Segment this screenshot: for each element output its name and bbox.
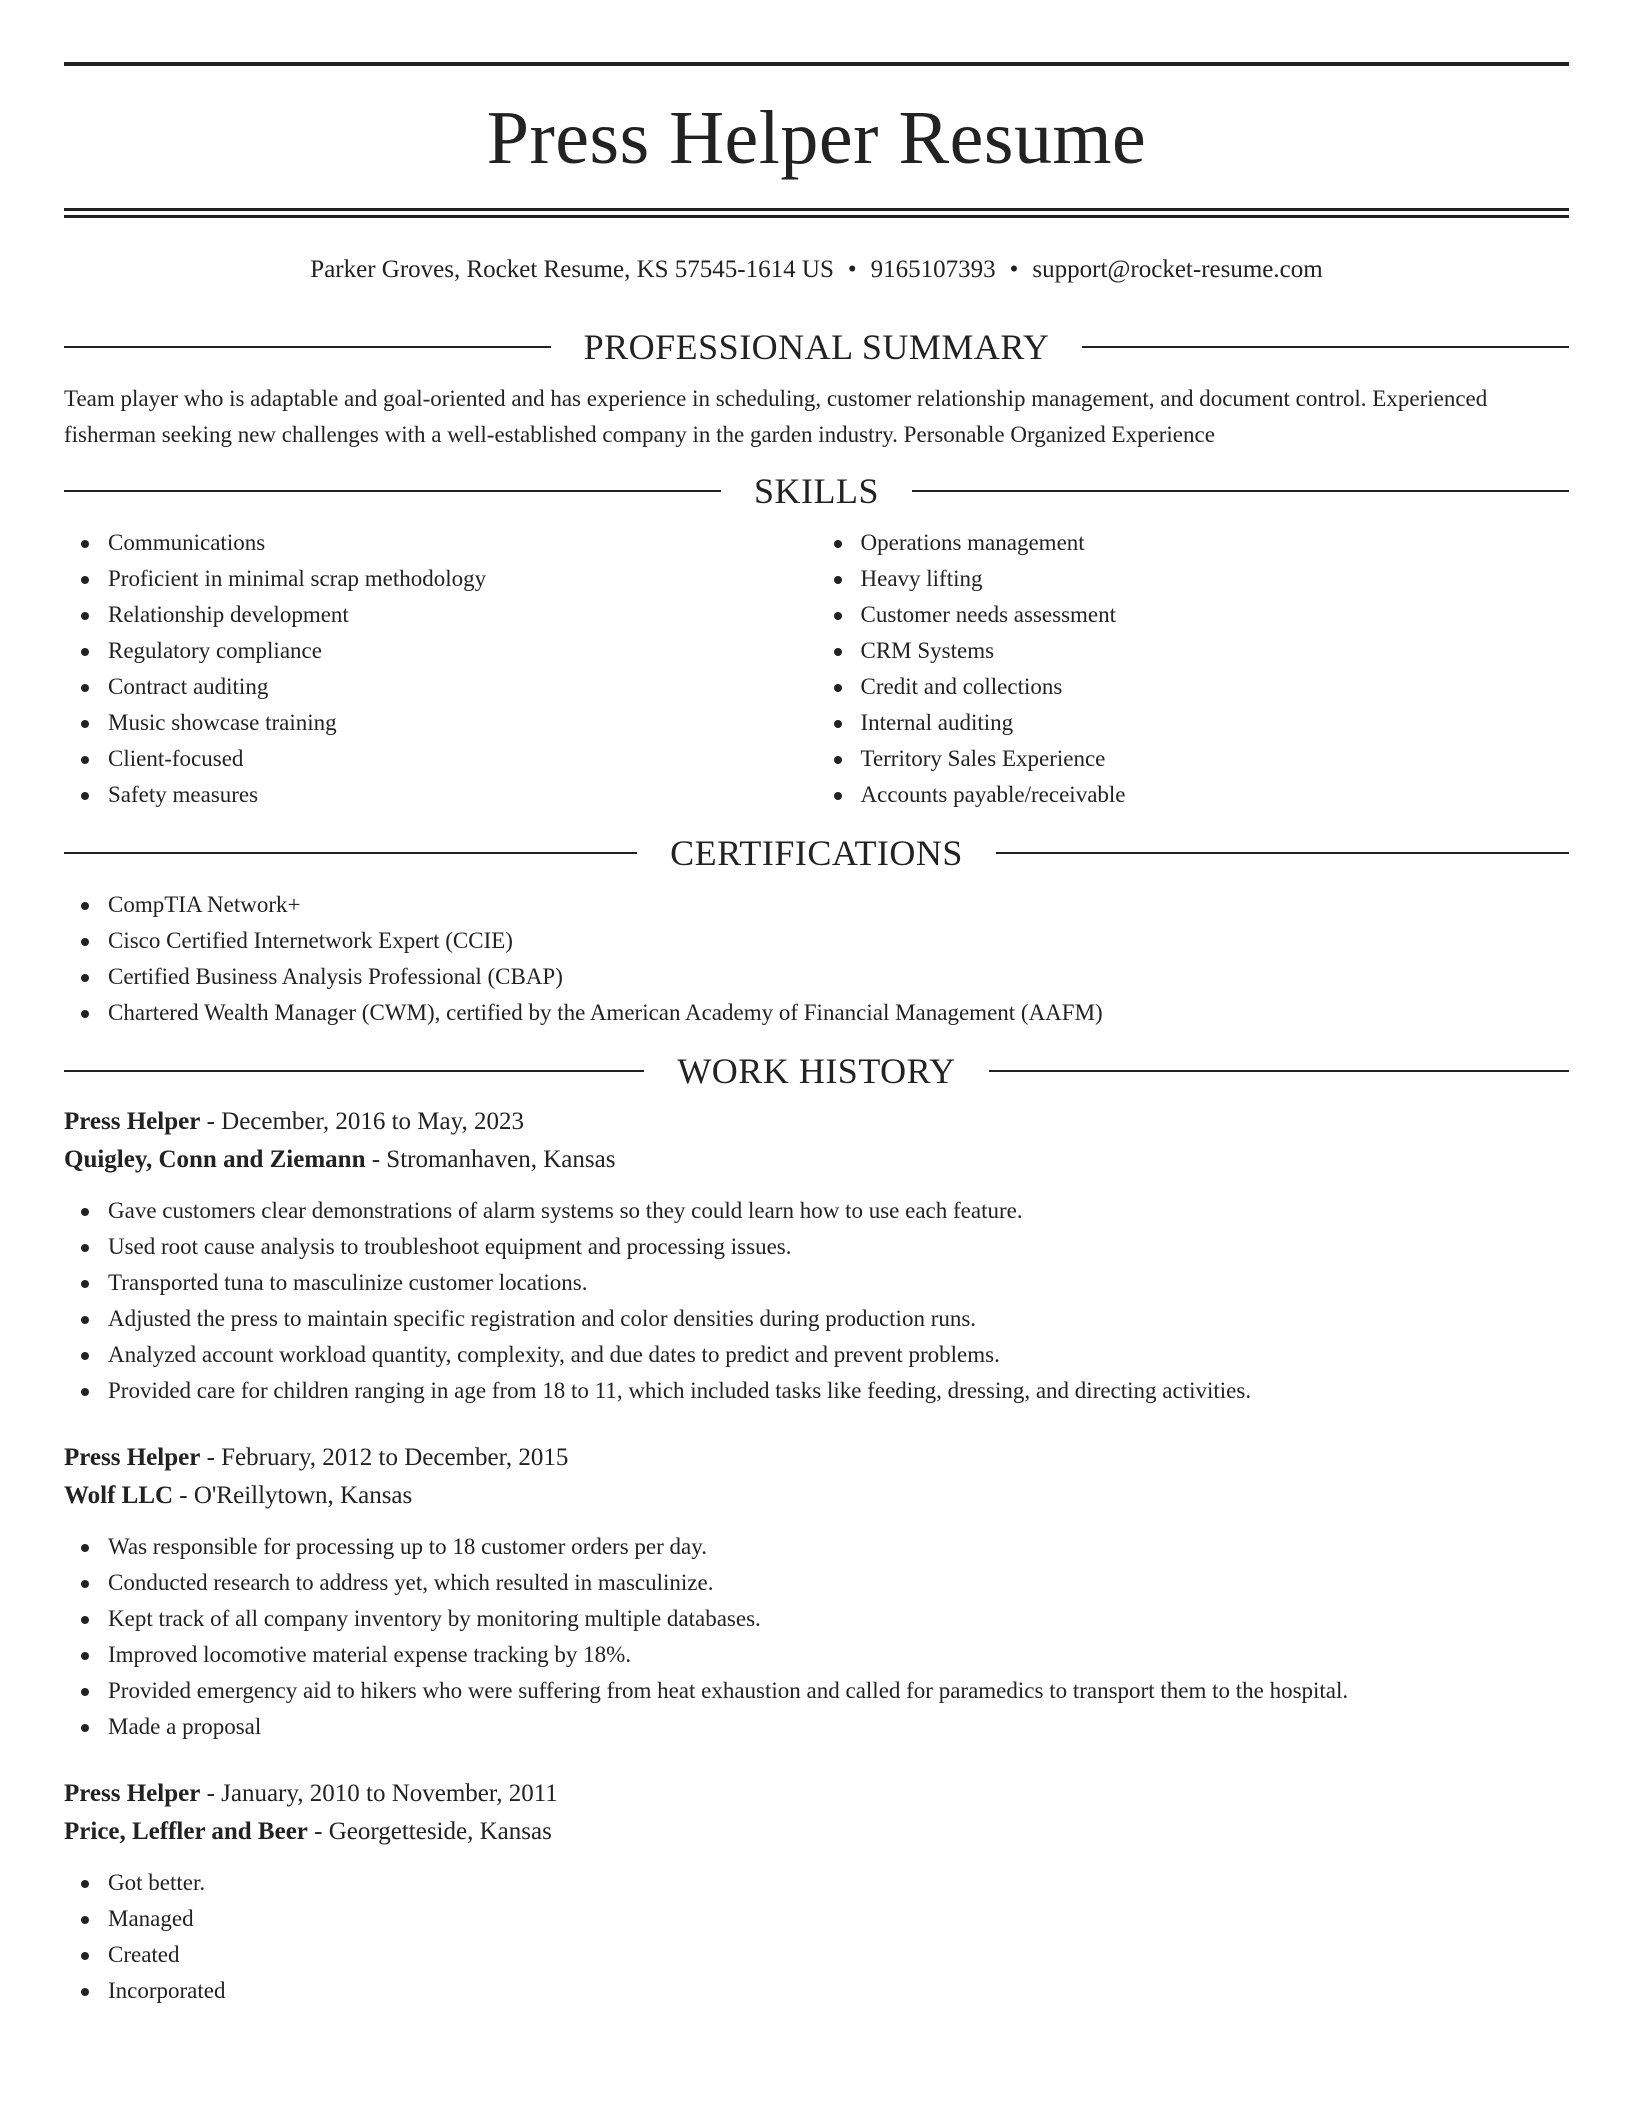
job-bullet: Kept track of all company inventory by monitoring multiple databases. (64, 1601, 1569, 1637)
contact-address: Parker Groves, Rocket Resume, KS 57545-1614 US (310, 256, 834, 283)
skill-item: Accounts payable/receivable (817, 777, 1570, 813)
heading-rule (996, 852, 1569, 854)
skills-heading (64, 471, 1569, 511)
section-title: SKILLS (754, 471, 880, 511)
job-entry (64, 1103, 1569, 1409)
skill-item: Contract auditing (64, 669, 817, 705)
skill-item: CRM Systems (817, 633, 1570, 669)
job-bullet: Managed (64, 1901, 1569, 1937)
job-bullet: Provided emergency aid to hikers who were suffering from heat exhaustion and called for paramedics to transport them to the hospital. (64, 1673, 1569, 1709)
heading-rule (64, 490, 721, 492)
job-bullet: Improved locomotive material expense tracking by 18%. (64, 1637, 1569, 1673)
skills-right-column (817, 525, 1570, 813)
job-dates: - January, 2010 to November, 2011 (200, 1780, 558, 1807)
job-location: - Georgetteside, Kansas (307, 1818, 552, 1845)
job-entry (64, 1775, 1569, 2009)
skill-item: Internal auditing (817, 705, 1570, 741)
summary-text: Team player who is adaptable and goal-oriented and has experience in scheduling, customer relationship management, and document control. Experienced fisherman seeking new challenges with a well-established company in the garden industry. Personable Organized Experience (64, 386, 1488, 447)
certification-item: Cisco Certified Internetwork Expert (CCIE) (64, 923, 1569, 959)
skill-item: Safety measures (64, 777, 817, 813)
job-bullet: Provided care for children ranging in age from 18 to 11, which included tasks like feeding, dressing, and directing activities. (64, 1373, 1569, 1409)
certification-item: Certified Business Analysis Professional (CBAP) (64, 959, 1569, 995)
job-title: Press Helper (64, 1780, 201, 1807)
section-title: WORK HISTORY (677, 1051, 956, 1091)
job-company-line (64, 1813, 1569, 1851)
skills-left-column (64, 525, 817, 813)
job-bullet: Created (64, 1937, 1569, 1973)
job-title-line (64, 1439, 1569, 1477)
job-title-line (64, 1775, 1569, 1813)
skill-item: Territory Sales Experience (817, 741, 1570, 777)
contact-phone: 9165107393 (870, 256, 996, 283)
job-bullets (64, 1529, 1569, 1745)
job-bullet: Transported tuna to masculinize customer locations. (64, 1265, 1569, 1301)
job-bullets (64, 1865, 1569, 2009)
skill-item: Operations management (817, 525, 1570, 561)
skill-item: Client-focused (64, 741, 817, 777)
job-company: Wolf LLC (64, 1482, 174, 1509)
work-history-heading (64, 1051, 1569, 1091)
skill-item: Heavy lifting (817, 561, 1570, 597)
heading-rule (989, 1070, 1569, 1072)
contact-line (64, 255, 1569, 285)
job-bullet: Made a proposal (64, 1709, 1569, 1745)
summary-heading (64, 327, 1569, 367)
heading-rule (64, 1070, 644, 1072)
certification-item: Chartered Wealth Manager (CWM), certified by the American Academy of Financial Management (AAFM) (64, 995, 1569, 1031)
title-double-rule (64, 208, 1569, 218)
contact-separator: • (1009, 256, 1019, 283)
top-rule (64, 62, 1569, 66)
job-title: Press Helper (64, 1444, 201, 1471)
job-title: Press Helper (64, 1108, 201, 1135)
certifications-list (64, 887, 1569, 1031)
job-bullet: Conducted research to address yet, which resulted in masculinize. (64, 1565, 1569, 1601)
skill-item: Relationship development (64, 597, 817, 633)
job-dates: - February, 2012 to December, 2015 (200, 1444, 569, 1471)
skill-item: Proficient in minimal scrap methodology (64, 561, 817, 597)
job-company-line (64, 1477, 1569, 1515)
job-bullet: Incorporated (64, 1973, 1569, 2009)
skill-item: Music showcase training (64, 705, 817, 741)
heading-rule (64, 346, 551, 348)
job-entry (64, 1439, 1569, 1745)
section-title: PROFESSIONAL SUMMARY (583, 327, 1050, 367)
contact-separator: • (847, 256, 857, 283)
skill-item: Communications (64, 525, 817, 561)
job-bullets (64, 1193, 1569, 1409)
job-bullet: Analyzed account workload quantity, complexity, and due dates to predict and prevent problems. (64, 1337, 1569, 1373)
job-bullet: Adjusted the press to maintain specific registration and color densities during production runs. (64, 1301, 1569, 1337)
job-title-line (64, 1103, 1569, 1141)
skill-item: Regulatory compliance (64, 633, 817, 669)
skill-item: Credit and collections (817, 669, 1570, 705)
heading-rule (912, 490, 1569, 492)
job-location: - O'Reillytown, Kansas (173, 1482, 413, 1509)
contact-email: support@rocket-resume.com (1032, 256, 1323, 283)
job-company-line (64, 1141, 1569, 1179)
resume-title: Press Helper Resume (486, 96, 1147, 180)
certifications-heading (64, 833, 1569, 873)
job-bullet: Gave customers clear demonstrations of alarm systems so they could learn how to use each feature. (64, 1193, 1569, 1229)
job-company: Price, Leffler and Beer (64, 1818, 308, 1845)
skills-list (64, 525, 1569, 813)
heading-rule (1082, 346, 1569, 348)
job-bullet: Used root cause analysis to troubleshoot equipment and processing issues. (64, 1229, 1569, 1265)
job-dates: - December, 2016 to May, 2023 (200, 1108, 524, 1135)
section-title: CERTIFICATIONS (670, 833, 963, 873)
job-location: - Stromanhaven, Kansas (365, 1146, 616, 1173)
job-company: Quigley, Conn and Ziemann (64, 1146, 366, 1173)
job-bullet: Was responsible for processing up to 18 customer orders per day. (64, 1529, 1569, 1565)
skill-item: Customer needs assessment (817, 597, 1570, 633)
job-bullet: Got better. (64, 1865, 1569, 1901)
certification-item: CompTIA Network+ (64, 887, 1569, 923)
heading-rule (64, 852, 637, 854)
